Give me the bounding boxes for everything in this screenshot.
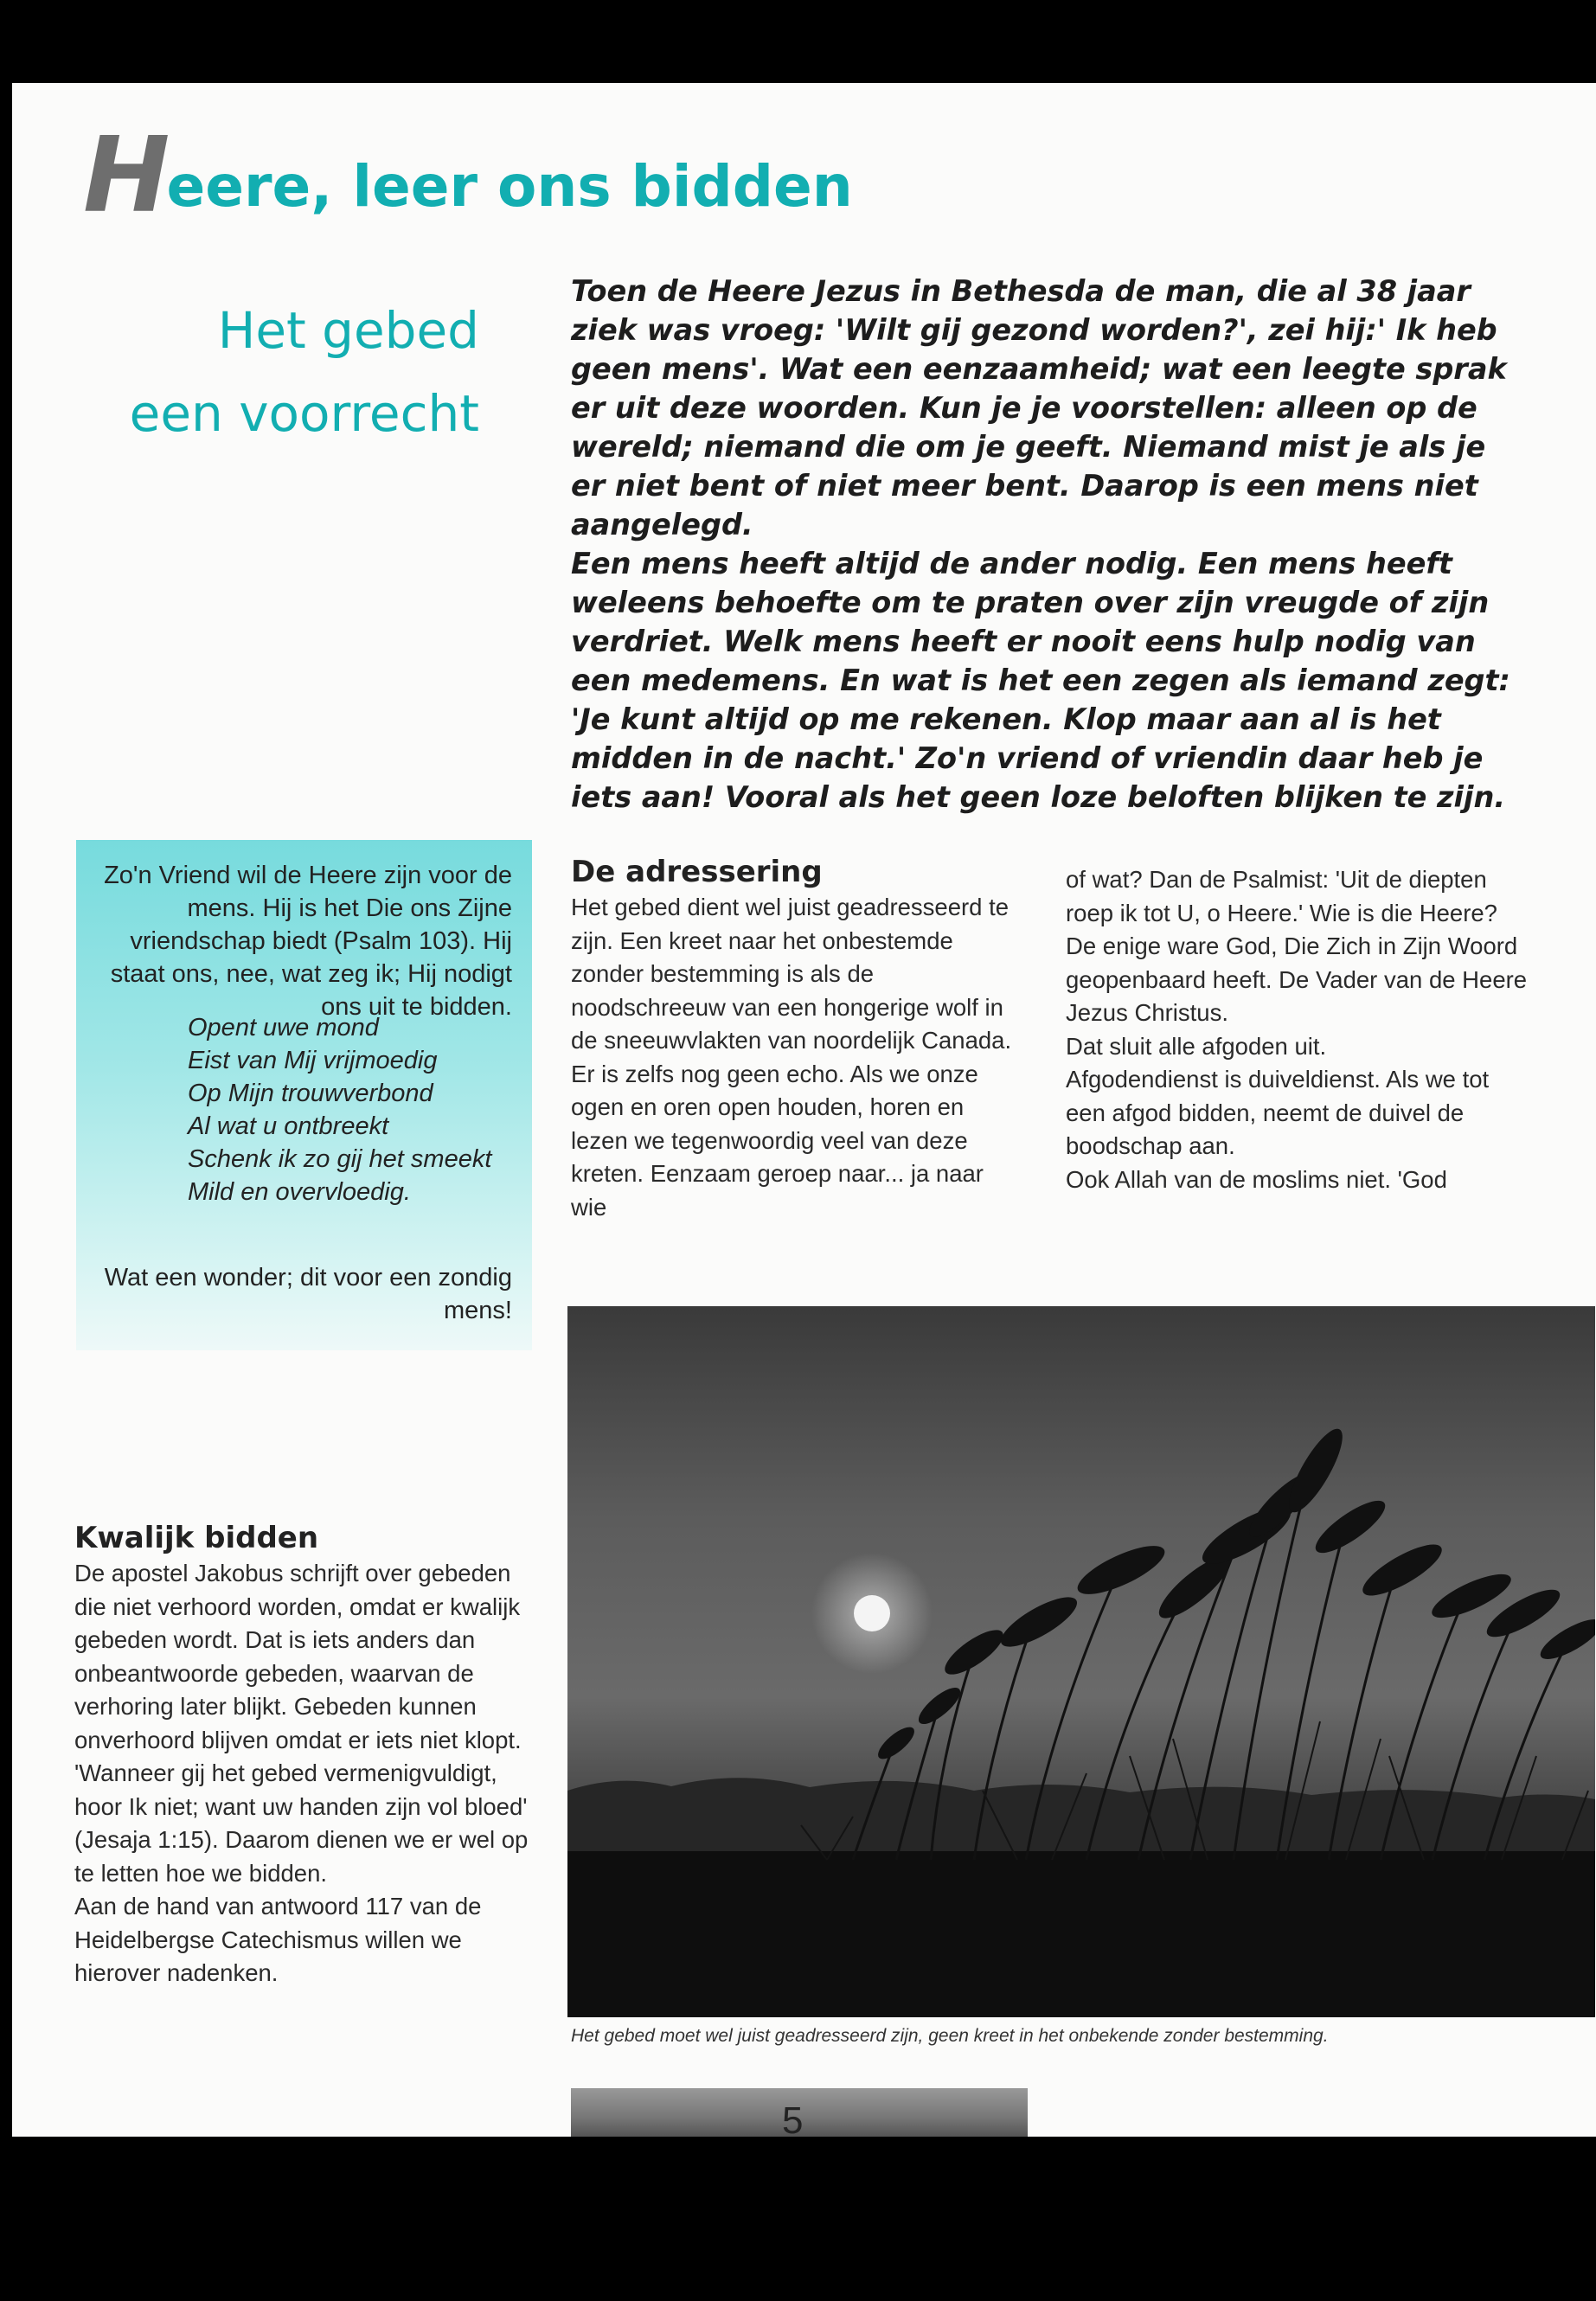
title-text: eere, leer ons bidden <box>166 153 853 220</box>
adressering-column-1 <box>571 853 1021 1224</box>
sun <box>854 1595 890 1631</box>
highlight-box <box>76 840 532 1350</box>
box-paragraph: Zo'n Vriend wil de Heere zijn voor de mens. Hij is het Die ons Zijne vriendschap biedt (Psalm 103). Hij staat ons, nee, wat zeg ik; Hij nodigt ons uit te bidden. <box>104 862 512 1021</box>
intro-text <box>571 272 1522 817</box>
adressering-paragraph-3: Dat sluit alle afgoden uit. <box>1066 1032 1327 1060</box>
photo-illustration <box>567 1306 1595 2017</box>
subtitle <box>64 289 479 455</box>
adressering-column-2 <box>1066 863 1533 1196</box>
section-heading-kwalijk: Kwalijk bidden <box>74 1521 319 1555</box>
intro-paragraph-2: Een mens heeft altijd de ander nodig. Een mens heeft weleens behoefte om te praten over zijn vreugde of zijn verdriet. Welk mens heeft er nooit eens hulp nodig van een medemens. En wat is het een zegen als iemand zegt: 'Je kunt altijd op me rekenen. Klop maar aan al is het midden in de nacht.' Zo'n vriend of vriendin daar heb je iets aan! Vooral als het geen loze beloften blijken te zijn. <box>571 547 1510 814</box>
poem-line-5: Schenk ik zo gij het smeekt <box>188 1145 492 1173</box>
adressering-paragraph-2: of wat? Dan de Psalmist: 'Uit de diepten roep ik tot U, o Heere.' Wie is die Heere? De enige ware God, Die Zich in Zijn Woord geopenbaard heeft. De Vader van de Heere Jezus Christus. <box>1066 866 1528 1026</box>
kwalijk-column <box>74 1519 542 1990</box>
poem-line-4: Al wat u ontbreekt <box>188 1112 389 1140</box>
poem-line-3: Op Mijn trouwverbond <box>188 1080 433 1107</box>
reeds-sunset-photo <box>567 1306 1595 2017</box>
title-initial: H <box>83 116 167 236</box>
scan-edge-bottom <box>0 2137 1596 2301</box>
adressering-paragraph-4: Afgodendienst is duiveldienst. Als we tot een afgod bidden, neemt de duivel de boodschap aan. <box>1066 1066 1490 1159</box>
scan-edge-left <box>0 0 12 2301</box>
photo-caption: Het gebed moet wel juist geadresseerd zijn, geen kreet in het onbekende zonder bestemming. <box>571 2026 1329 2046</box>
adressering-paragraph-5: Ook Allah van de moslims niet. 'God <box>1066 1165 1447 1193</box>
page-number: 5 <box>782 2099 804 2137</box>
poem <box>188 1011 491 1208</box>
subtitle-line-2: een voorrecht <box>129 384 479 443</box>
magazine-page <box>12 83 1596 2137</box>
subtitle-line-1: Het gebed <box>217 301 479 360</box>
box-text <box>97 859 512 1023</box>
poem-line-6: Mild en overvloedig. <box>188 1178 411 1206</box>
kwalijk-paragraph-2: Aan de hand van antwoord 117 van de Heidelbergse Catechismus willen we hierover nadenken. <box>74 1893 482 1986</box>
page-title <box>83 116 853 236</box>
adressering-paragraph-1: Het gebed dient wel juist geadresseerd te zijn. Een kreet naar het onbestemde zonder bestemming is als de noodschreeuw van een hongerige wolf in de sneeuwvlakten van noordelijk Canada. Er is zelfs nog geen echo. Als we onze ogen en oren open houden, horen en lezen we tegenwoordig veel van deze kreten. Eenzaam geroep naar... ja naar wie <box>571 894 1012 1221</box>
box-closing: Wat een wonder; dit voor een zondig mens! <box>104 1264 512 1324</box>
section-heading-adressering: De adressering <box>571 855 823 889</box>
poem-line-2: Eist van Mij vrijmoedig <box>188 1047 438 1074</box>
poem-line-1: Opent uwe mond <box>188 1014 379 1042</box>
intro-paragraph-1: Toen de Heere Jezus in Bethesda de man, die al 38 jaar ziek was vroeg: 'Wilt gij gezond worden?', zei hij:' Ik heb geen mens'. Wat een eenzaamheid; wat een leegte sprak er uit deze woorden. Kun je je voorstellen: alleen op de wereld; niemand die om je geeft. Niemand mist je als je er niet bent of niet meer bent. Daarop is een mens niet aangelegd. <box>571 274 1507 542</box>
kwalijk-paragraph-1: De apostel Jakobus schrijft over gebeden die niet verhoord worden, omdat er kwalijk gebeden wordt. Dat is iets anders dan onbeantwoorde gebeden, waarvan de verhoring later blijkt. Gebeden kunnen onverhoord blijven omdat er iets niet klopt. 'Wanneer gij het gebed vermenigvuldigt, hoor Ik niet; want uw handen zijn vol bloed' (Jesaja 1:15). Daarom dienen we er wel op te letten hoe we bidden. <box>74 1560 529 1887</box>
